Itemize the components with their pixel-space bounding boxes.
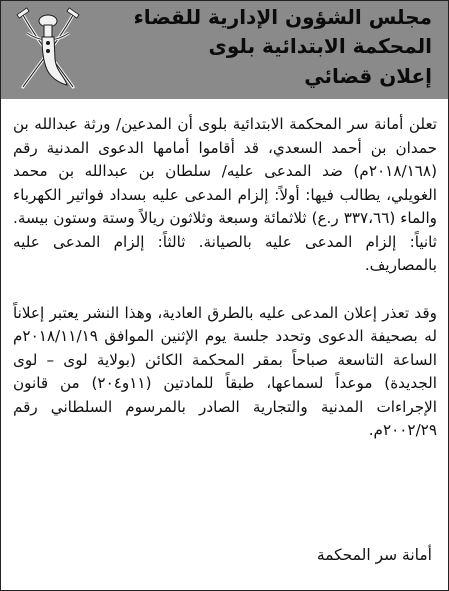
oman-khanjar-emblem-icon — [15, 7, 81, 93]
signature: أمانة سر المحكمة — [316, 546, 432, 564]
council-title: مجلس الشؤون الإدارية للقضاء — [133, 5, 432, 29]
notice-paragraph-claim: تعلن أمانة سر المحكمة الابتدائية بلوى أن المدعين/ ورثة عبدالله بن حمدان بن أحمد السعدي، قد أقاموا أمامها الدعوى المدنية رقم (٢٠١٨/١٦٨م) ضد المدعى عليه/ سلطان بن عبدالله بن محمد الغويلي، يطالب فيها: أولاً: إلزام المدعى عليه بسداد فواتير الكهرباء والماء (٣٣٧،٦٦ ر.ع) ثلاثمائة وسبعة وثلاثون ريالاً وستة وستون بيسة. ثانياً: إلزام المدعى عليه بالصيانة. ثالثاً: إلزام المدعى عليه بالمصاريف. — [13, 115, 438, 274]
court-title: المحكمة الابتدائية بلوى — [208, 34, 432, 58]
notice-body — [13, 113, 437, 443]
notice-title: إعلان قضائي — [304, 64, 432, 88]
notice-paragraph-hearing: وقد تعذر إعلان المدعى عليه بالطرق العادية، وهذا النشر يعتبر إعلاناً له بصحيفة الدعوى وتحدد جلسة يوم الإثنين الموافق ٢٠١٨/١١/١٩م الساعة التاسعة صباحاً بمقر المحكمة الكائن (بولاية لوى – لوى الجديدة) موعداً لسماعها، طبقاً للمادتين (١١و٢٠٤) من قانون الإجراءات المدنية والتجارية الصادر بالمرسوم السلطاني رقم ٢٠٠٢/٢٩م. — [13, 303, 438, 439]
header-band — [1, 1, 448, 99]
